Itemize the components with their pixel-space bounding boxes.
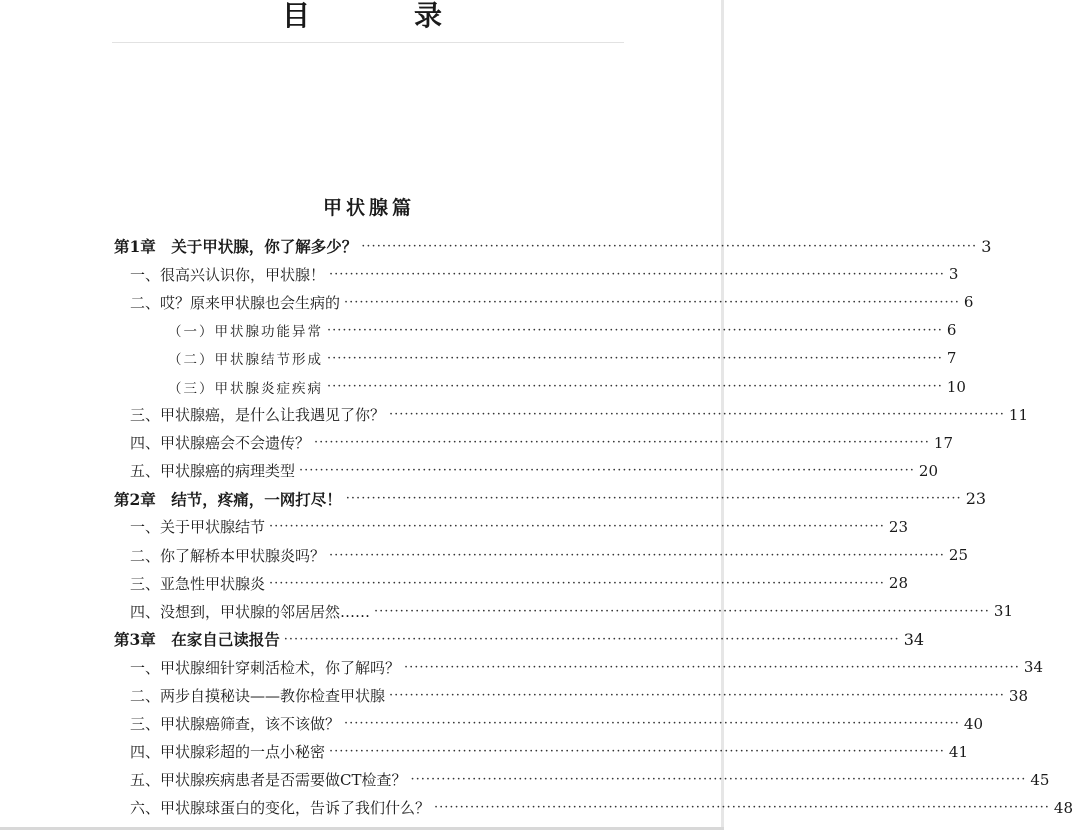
toc-entry-title: 二、两步自摸秘诀——教你检查甲状腺	[130, 687, 386, 706]
section-heading: 甲状腺篇	[322, 197, 415, 219]
toc-leader-dots: ························································································································	[345, 491, 962, 507]
toc-page-number: 23	[965, 489, 987, 509]
toc-page-number: 10	[946, 377, 966, 396]
toc-entry-title: 一、甲状腺细针穿刺活检术，你了解吗？	[130, 658, 401, 677]
toc-section-row[interactable]	[114, 766, 1050, 794]
toc-page-number: 28	[888, 574, 908, 593]
toc-section-row[interactable]	[114, 597, 1013, 625]
toc-page-number: 25	[948, 546, 968, 565]
toc-section-row[interactable]	[114, 569, 908, 597]
toc-entry-title: 四、甲状腺彩超的一点小秘密	[130, 743, 326, 762]
toc-section-row[interactable]	[114, 710, 983, 738]
toc-leader-dots: ························································································································	[344, 294, 960, 310]
toc-page-number: 3	[948, 265, 959, 284]
toc-entry-title: 二、哎？原来甲状腺也会生病的	[130, 293, 341, 312]
toc-page-number: 48	[1053, 798, 1073, 817]
toc-page-number: 6	[946, 321, 957, 340]
toc-leader-dots: ························································································································	[269, 519, 885, 535]
toc-entry-title: 四、甲状腺癌会不会遗传？	[130, 434, 311, 453]
toc-section-row[interactable]	[114, 653, 1043, 681]
toc-page-number: 3	[981, 236, 992, 256]
toc-page-number: 7	[946, 349, 957, 368]
toc-leader-dots: ························································································································	[329, 547, 945, 563]
toc-entry-title: 三、甲状腺癌筛查，该不该做？	[130, 715, 341, 734]
toc-entry-title: 一、关于甲状腺结节	[130, 518, 266, 537]
toc-leader-dots: ························································································································	[410, 772, 1027, 788]
toc-entry-title: 四、没想到，甲状腺的邻居居然……	[130, 602, 371, 621]
toc-page-number: 34	[1023, 658, 1043, 677]
toc-page-number: 34	[903, 629, 925, 649]
toc-page-number: 45	[1030, 770, 1050, 789]
toc-entry-title: 六、甲状腺球蛋白的变化，告诉了我们什么？	[130, 799, 431, 818]
toc-section-row[interactable]	[114, 513, 908, 541]
toc-leader-dots: ························································································································	[283, 631, 900, 647]
toc-section-row[interactable]	[114, 738, 968, 766]
toc-entry-title: 第2章 结节，疼痛，一网打尽！	[114, 489, 342, 509]
toc-entry-title: 五、甲状腺疾病患者是否需要做CT检查？	[130, 771, 407, 790]
toc-page-number: 23	[888, 517, 908, 536]
toc-section-row[interactable]	[114, 682, 1028, 710]
toc-leader-dots: ························································································································	[327, 350, 943, 366]
toc-leader-dots: ························································································································	[269, 575, 885, 591]
toc-entry-title: 第3章 在家自己读报告	[114, 630, 280, 650]
toc-leader-dots: ························································································································	[327, 379, 943, 395]
toc-leader-dots: ························································································································	[404, 659, 1020, 675]
toc-page-number: 38	[1008, 686, 1028, 705]
table-of-contents	[114, 232, 1073, 822]
toc-leader-dots: ························································································································	[389, 688, 1005, 704]
toc-page-number: 6	[963, 293, 974, 312]
toc-page-number: 31	[993, 602, 1013, 621]
toc-entry-title: 二、你了解桥本甲状腺炎吗？	[130, 546, 326, 565]
toc-entry-title: （二）甲状腺结节形成	[168, 352, 323, 369]
toc-entry-title: （三）甲状腺炎症疾病	[168, 380, 323, 397]
toc-leader-dots: ························································································································	[389, 407, 1005, 423]
toc-leader-dots: ························································································································	[329, 266, 945, 282]
toc-entry-title: 三、亚急性甲状腺炎	[130, 574, 266, 593]
toc-section-row[interactable]	[114, 541, 968, 569]
page-title: 目 录	[281, 0, 480, 32]
toc-entry-title: 三、甲状腺癌，是什么让我遇见了你？	[130, 406, 386, 425]
toc-leader-dots: ························································································································	[434, 800, 1050, 816]
toc-section-row[interactable]	[114, 260, 959, 288]
toc-page-number: 41	[948, 742, 968, 761]
toc-section-row[interactable]	[114, 457, 938, 485]
toc-chapter-row[interactable]	[114, 625, 925, 653]
toc-subsection-row[interactable]	[114, 372, 966, 400]
title-divider	[112, 42, 624, 43]
toc-subsection-row[interactable]	[114, 316, 957, 344]
toc-section-row[interactable]	[114, 288, 974, 316]
toc-leader-dots: ························································································································	[299, 463, 915, 479]
toc-section-row[interactable]	[114, 401, 1028, 429]
toc-leader-dots: ························································································································	[329, 744, 945, 760]
toc-leader-dots: ························································································································	[344, 716, 960, 732]
toc-page-number: 20	[918, 461, 938, 480]
toc-leader-dots: ························································································································	[327, 322, 943, 338]
toc-chapter-row[interactable]	[114, 485, 987, 513]
toc-entry-title: 一、很高兴认识你，甲状腺！	[130, 265, 326, 284]
toc-section-row[interactable]	[114, 429, 953, 457]
toc-page-number: 17	[933, 433, 953, 452]
toc-entry-title: 第1章 关于甲状腺，你了解多少？	[114, 237, 358, 257]
toc-entry-title: 五、甲状腺癌的病理类型	[130, 462, 296, 481]
toc-page-number: 11	[1008, 405, 1028, 424]
toc-subsection-row[interactable]	[114, 344, 957, 372]
toc-chapter-row[interactable]	[114, 232, 992, 260]
toc-entry-title: （一）甲状腺功能异常	[168, 324, 323, 341]
toc-leader-dots: ························································································································	[361, 238, 978, 254]
toc-leader-dots: ························································································································	[314, 435, 930, 451]
toc-section-row[interactable]	[114, 794, 1073, 822]
toc-leader-dots: ························································································································	[374, 603, 990, 619]
toc-page-number: 40	[963, 714, 983, 733]
